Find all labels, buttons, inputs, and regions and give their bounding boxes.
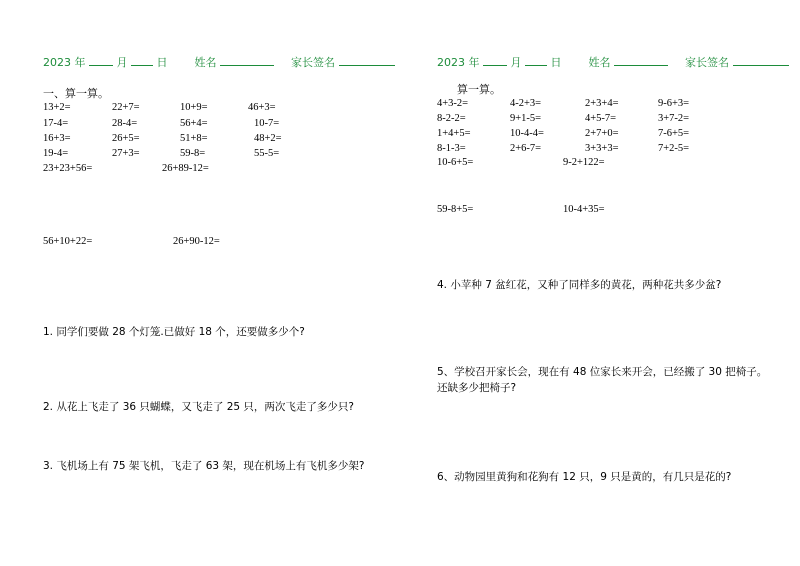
right-eq: 2+7+0= [585, 128, 619, 139]
left-header [43, 54, 395, 70]
right-section-title: 算一算。 [457, 83, 501, 96]
right-day-blank [525, 54, 547, 66]
right-eq: 2+6-7= [510, 143, 542, 154]
left-long-eq: 56+10+22= [43, 236, 93, 247]
right-eq: 2+3+4= [585, 98, 619, 109]
right-long-eq: 9-2+122= [563, 157, 605, 168]
left-eq: 51+8= [180, 133, 208, 144]
right-eq: 4-2+3= [510, 98, 542, 109]
right-long-eq: 10-6+5= [437, 157, 474, 168]
left-long-eq: 26+89-12= [162, 163, 209, 174]
right-eq: 8-2-2= [437, 113, 466, 124]
left-day-blank [131, 54, 153, 66]
left-parent-blank [339, 54, 395, 66]
right-header [437, 54, 789, 70]
left-eq: 13+2= [43, 102, 71, 113]
left-month-label: 月 [116, 56, 128, 69]
left-eq: 46+3= [248, 102, 276, 113]
left-eq: 10+9= [180, 102, 208, 113]
left-eq: 19-4= [43, 148, 69, 159]
right-parent-blank [733, 54, 789, 66]
left-year-label: 2023 年 [43, 56, 86, 69]
right-eq: 10-4-4= [510, 128, 544, 139]
right-name-label: 姓名 [588, 56, 611, 69]
right-eq: 3+3+3= [585, 143, 619, 154]
left-eq: 16+3= [43, 133, 71, 144]
right-long-eq: 59-8+5= [437, 204, 474, 215]
right-eq: 4+3-2= [437, 98, 469, 109]
left-eq: 55-5= [254, 148, 280, 159]
word-problem-2: 2. 从花上飞走了 36 只蝴蝶，又飞走了 25 只，两次飞走了多少只? [43, 401, 354, 413]
left-long-eq: 23+23+56= [43, 163, 93, 174]
left-eq: 26+5= [112, 133, 140, 144]
right-year-label: 2023 年 [437, 56, 480, 69]
word-problem-1: 1. 同学们要做 28 个灯笼.已做好 18 个，还要做多少个? [43, 326, 305, 338]
left-eq: 59-8= [180, 148, 206, 159]
left-eq: 56+4= [180, 118, 208, 129]
word-problem-6: 6、动物园里黄狗和花狗有 12 只，9 只是黄的，有几只是花的? [437, 471, 732, 483]
left-name-label: 姓名 [194, 56, 217, 69]
right-parent-label: 家长签名 [685, 56, 729, 69]
right-day-label: 日 [550, 56, 562, 69]
right-eq: 4+5-7= [585, 113, 617, 124]
right-month-blank [483, 54, 507, 66]
right-eq: 1+4+5= [437, 128, 471, 139]
right-eq: 7-6+5= [658, 128, 690, 139]
right-eq: 3+7-2= [658, 113, 690, 124]
left-eq: 27+3= [112, 148, 140, 159]
word-problem-5-line2: 还缺多少把椅子? [437, 382, 517, 394]
left-eq: 22+7= [112, 102, 140, 113]
word-problem-3: 3. 飞机场上有 75 架飞机，飞走了 63 架，现在机场上有飞机多少架? [43, 460, 365, 472]
left-day-label: 日 [156, 56, 168, 69]
right-long-eq: 10-4+35= [563, 204, 605, 215]
left-eq: 48+2= [254, 133, 282, 144]
left-eq: 10-7= [254, 118, 280, 129]
left-eq: 17-4= [43, 118, 69, 129]
left-parent-label: 家长签名 [291, 56, 335, 69]
left-section-title: 一、算一算。 [43, 87, 109, 100]
right-eq: 8-1-3= [437, 143, 466, 154]
right-name-blank [614, 54, 668, 66]
word-problem-5-line1: 5、学校召开家长会，现在有 48 位家长来开会，已经搬了 30 把椅子。 [437, 366, 768, 378]
right-eq: 9+1-5= [510, 113, 542, 124]
right-month-label: 月 [510, 56, 522, 69]
left-eq: 28-4= [112, 118, 138, 129]
left-long-eq: 26+90-12= [173, 236, 220, 247]
left-month-blank [89, 54, 113, 66]
right-eq: 7+2-5= [658, 143, 690, 154]
word-problem-4: 4. 小苹种 7 盆红花，又种了同样多的黄花，两种花共多少盆? [437, 279, 722, 291]
right-eq: 9-6+3= [658, 98, 690, 109]
left-name-blank [220, 54, 274, 66]
